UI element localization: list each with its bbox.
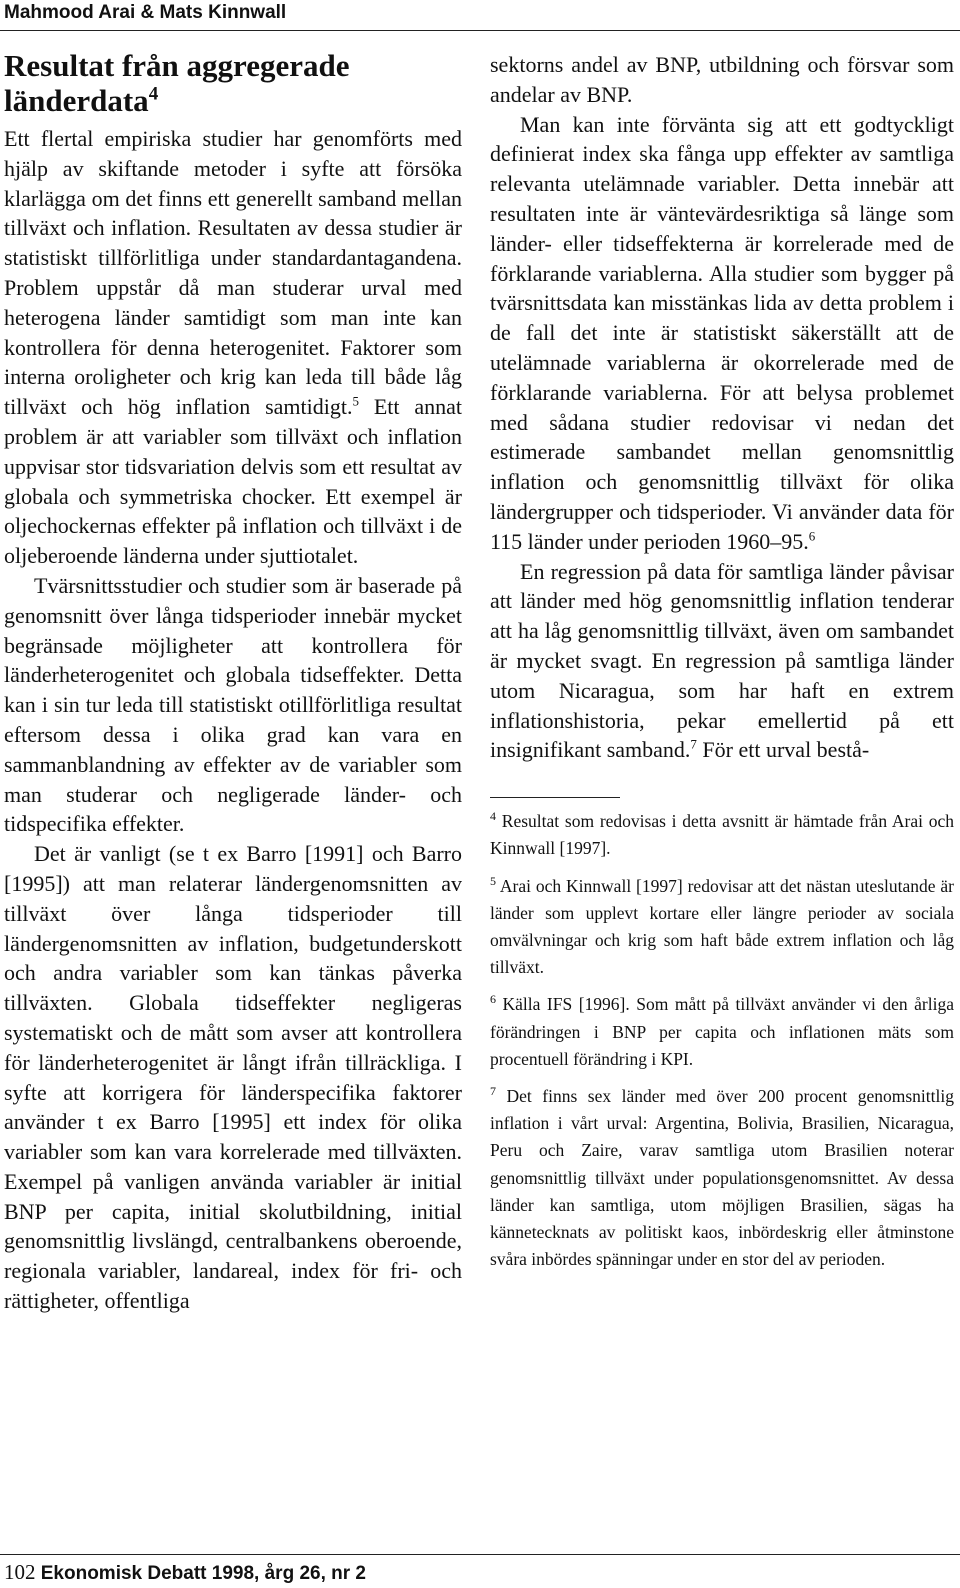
page-number: 102: [4, 1560, 36, 1584]
footnote-rule: [490, 797, 620, 798]
footnote-ref-6[interactable]: 6: [808, 528, 816, 544]
heading-footnote-ref[interactable]: 4: [148, 83, 159, 105]
section-title: Resultat från aggregerade länderdata: [4, 48, 350, 118]
paragraph-5: [490, 110, 954, 557]
running-header: Mahmood Arai & Mats Kinnwall: [4, 2, 287, 23]
paragraph-1-text-a: Ett flertal empiriska studier har genomförts med hjälp av skiftande metoder i syfte att försöka klarlägga om det finns ett generellt samband mellan tillväxt och inflation. Resultaten av dessa studier är statistiskt tillförlitliga under standardantagandena. Problem uppstår då man studerar urval med heterogena länder samtidigt som man inte kan kontrollera för denna heterogenitet. Faktorer som interna oroligheter och krig kan leda till både låg tillväxt och hög inflation samtidigt.: [4, 126, 462, 420]
footnote-6: [490, 991, 954, 1073]
paragraph-1: [4, 124, 462, 571]
footnote-text: Källa IFS [1996]. Som mått på tillväxt använder vi den årliga förändringen i BNP per capita och inflationen mäts som procentuell förändring i KPI.: [490, 994, 955, 1069]
paragraph-1-text-b: Ett annat problem är att variabler som tillväxt och inflation uppvisar stor tidsvariation delvis som ett resultat av globala och symmetriska chocker. Ett exempel är oljechockernas effekter på inflation och tillväxt i de oljeberoende länderna under sjuttiotalet.: [4, 394, 462, 569]
footnote-number: 7: [490, 1084, 496, 1099]
footnote-number: 5: [490, 873, 496, 888]
footnote-ref-7[interactable]: 7: [690, 737, 697, 752]
paragraph-4: sektorns andel av BNP, utbildning och försvar som andelar av BNP.: [490, 52, 954, 107]
footnote-4: [490, 808, 954, 862]
paragraph-2: Tvärsnittsstudier och studier som är baserade på genomsnitt över långa tidsperioder innebär mycket begränsade möjligheter att kontrollera för länderheterogenitet och globala tidseffekter. Detta kan i sin tur leda till statistiskt otillförlitliga resultat eftersom dessa i olika grad kan vara en sammanblandning av effekter av de variabler som man studerar och negligerade länder- och tidspecifika effekter.: [4, 572, 462, 837]
left-column: [4, 48, 462, 1316]
footer-rule: [0, 1554, 960, 1555]
right-column: [490, 50, 954, 1283]
footnote-number: 4: [490, 809, 496, 824]
footnote-7: [490, 1083, 954, 1273]
paragraph-6-text-a: En regression på data för samtliga länder påvisar att länder med hög genomsnittlig inflation tenderar att ha låg genomsnittlig tillväxt, även om sambandet är mycket svagt. En regression på samtliga länder utom Nicaragua, som har haft en extrem inflationshistoria, pekar emellertid på ett insignifikant samband.: [490, 558, 954, 763]
footnote-number: 6: [490, 992, 496, 1007]
paragraph-6: [490, 557, 954, 766]
header-rule: [0, 30, 960, 31]
section-heading: [4, 48, 462, 118]
footnote-text: Resultat som redovisas i detta avsnitt är hämtade från Arai och Kinnwall [1997].: [490, 811, 954, 859]
footnote-5: [490, 873, 954, 982]
journal-citation: Ekonomisk Debatt 1998, årg 26, nr 2: [40, 1563, 366, 1584]
paragraph-3: Det är vanligt (se t ex Barro [1991] och Barro [1995]) att man relaterar ländergenomsnitten av tillväxt över långa tidsperioder till ländergenomsnitten av inflation, budgetunderskott och andra variabler som kan tänkas påverka tillväxten. Globala tidseffekter negligeras systematiskt och de mått som avser att kontrollera för länderheterogenitet är långt ifrån tillräckliga. I syfte att korrigera för länderspecifika faktorer använder t ex Barro [1995] ett index för olika variabler som kan vara korrelerade med tillväxten. Exempel på vanligen använda variabler är initial BNP per capita, initial skolutbildning, initial genomsnittlig livslängd, centralbankens oberoende, regionala variabler, landareal, index för fri- och rättigheter, offentliga: [4, 841, 462, 1314]
footnote-ref-5[interactable]: 5: [352, 393, 359, 409]
footnotes: [490, 808, 954, 1273]
page-footer: [4, 1560, 366, 1585]
paragraph-6-text-b: För ett urval bestå-: [696, 737, 870, 763]
paragraph-5-text: Man kan inte förvänta sig att ett godtyckligt definierat index ska fånga upp effekter av samtliga relevanta utelämnade variabler. Detta innebär att resultaten inte är väntevärdesriktiga så länge som länder- eller tidseffekterna är korrelerade med de förklarande variablerna. Alla studier som bygger på tvärsnittsdata kan misstänkas lida av detta problem i de fall det inte är statistiskt säkerställt att de utelämnade variablerna är okorrelerade med de förklarande variablerna. För att belysa problemet med sådana studier redovisar vi nedan det estimerade sambandet mellan genomsnittlig inflation och genomsnittlig tillväxt för olika ländergrupper och tidsperioder. Vi använder data för 115 länder under perioden 1960–95.: [490, 111, 954, 554]
footnote-text: Det finns sex länder med över 200 procent genomsnittlig inflation i vårt urval: Argentina, Bolivia, Brasilien, Nicaragua, Peru och Zaire, varav samtliga utom Brasilien noterar genomsnittlig tillväxt under populationsgenomsnittet. Av dessa länder kan samtliga, utom möjligen Brasilien, sägas ha kännetecknats av politiskt kaos, inbördeskrig eller åtminstone svåra inbördes spänningar under en stor del av perioden.: [490, 1085, 954, 1270]
footnote-text: Arai och Kinnwall [1997] redovisar att det nästan uteslutande är länder som upplevt kortare eller längre perioder av sociala omvälvningar och krig som haft både extrem inflation och låg tillväxt.: [490, 875, 954, 978]
